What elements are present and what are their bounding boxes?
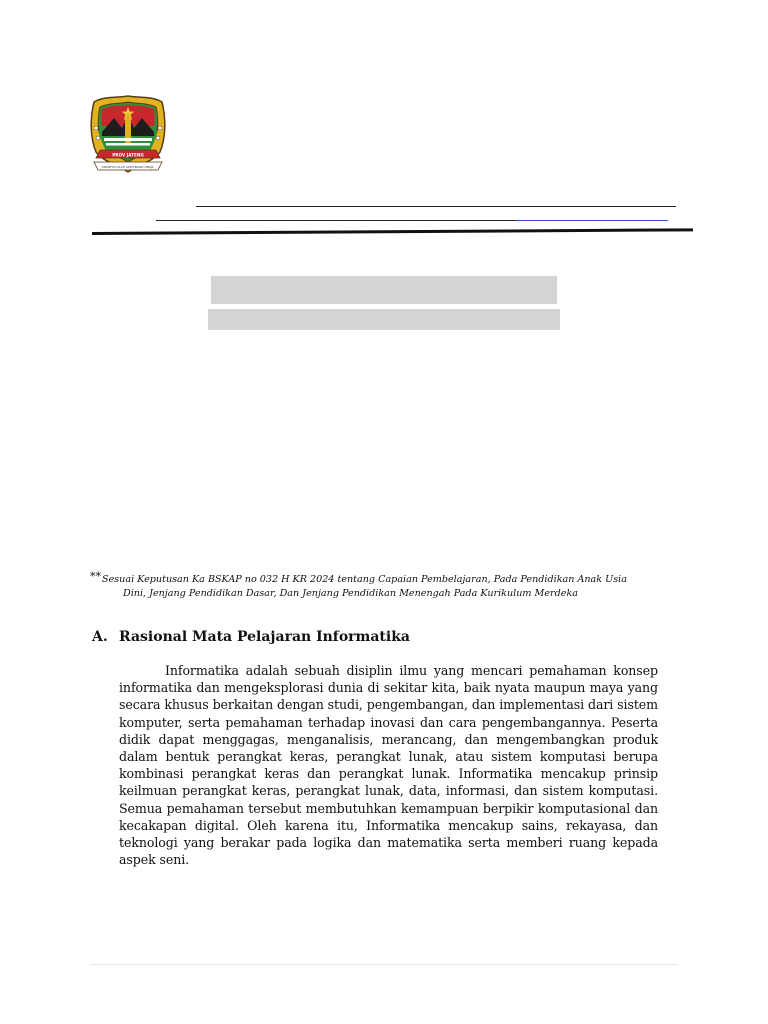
crest-motto-text: PRASETYA ULAH SAKTI BHAKTI PRAJA — [102, 164, 154, 169]
letterhead-line — [196, 206, 676, 207]
letterhead-line — [156, 220, 516, 221]
crest-banner-text: PROV JATENG — [112, 152, 144, 158]
letterhead-divider — [92, 228, 693, 235]
redacted-subtitle-block — [208, 309, 560, 330]
letterhead-link-underline[interactable] — [516, 220, 668, 221]
footnote-line-1: Sesuai Keputusan Ka BSKAP no 032 H KR 2024 tentang Capaian Pembelajaran, Pada Pendidikan Anak Usia — [102, 574, 627, 585]
section-heading — [92, 627, 410, 647]
section-paragraph: Informatika adalah sebuah disiplin ilmu yang mencari pemahaman konsep informatika dan mengeksplorasi dunia di sekitar kita, baik nyata maupun maya yang secara khusus berkaitan dengan studi, pengembangan, dan implementasi dari sistem komputer, serta pemahaman terhadap inovasi dan cara pengembangannya. Peserta didik dapat menggagas, menganalisis, merancang, dan mengembangkan produk dalam bentuk perangkat keras, perangkat lunak, atau sistem komputasi berupa kombinasi perangkat keras dan perangkat lunak. Informatika mencakup prinsip keilmuan perangkat keras, perangkat lunak, data, informasi, dan sistem komputasi. Semua pemahaman tersebut membutuhkan kemampuan berpikir komputasional dan kecakapan digital. Oleh karena itu, Informatika mencakup sains, rekayasa, dan teknologi yang berakar pada logika dan matematika serta memberi ruang kepada aspek seni. — [119, 663, 658, 868]
section-title: Rasional Mata Pelajaran Informatika — [119, 629, 410, 645]
section-number: A. — [92, 629, 108, 645]
footnote-line-2: Dini, Jenjang Pendidikan Dasar, Dan Jenjang Pendidikan Menengah Pada Kurikulum Merdeka — [123, 588, 578, 599]
redacted-title-block — [211, 276, 557, 304]
section-paragraph-container — [119, 662, 658, 868]
footnote — [90, 570, 680, 601]
provincial-crest-icon — [88, 92, 168, 176]
page-bottom-rule — [90, 964, 678, 965]
footnote-marker: ** — [90, 570, 101, 583]
